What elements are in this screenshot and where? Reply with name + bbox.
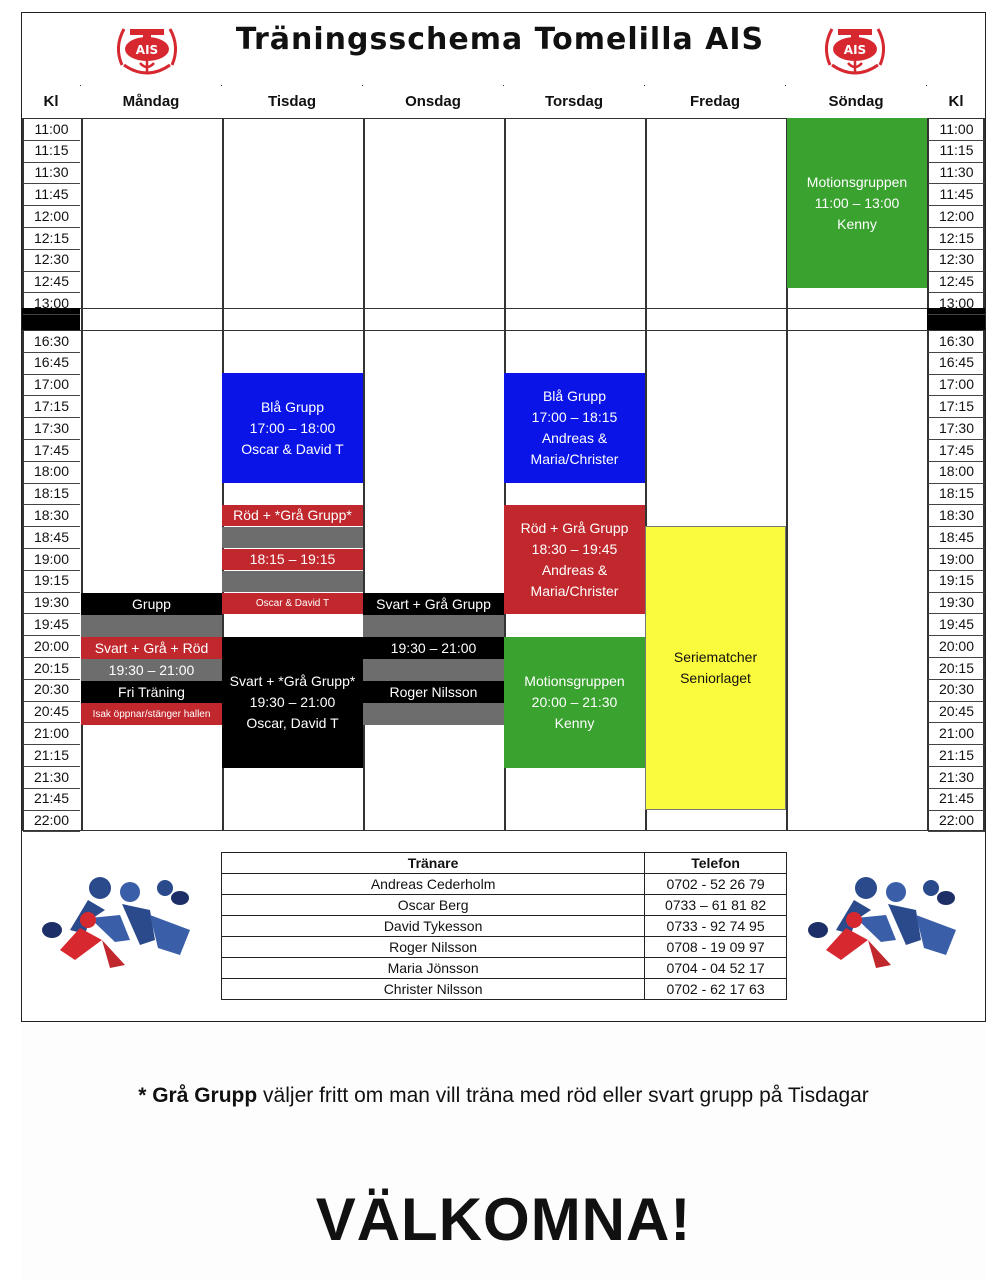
coach-name: Oscar Berg (222, 895, 645, 916)
table-row (222, 874, 787, 895)
time-label-right: 19:45 (938, 615, 975, 632)
time-row-line (928, 314, 985, 315)
time-label-left: 12:45 (33, 273, 70, 290)
note-bold: * Grå Grupp (138, 1084, 258, 1107)
welcome-heading: VÄLKOMNA! (315, 1186, 692, 1253)
block-monday-svart-gra-rod: Svart + Grå + Röd (81, 637, 222, 659)
time-label-left: 17:15 (33, 397, 70, 414)
block-tuesday-gray-spacer (222, 527, 363, 548)
block-wednesday-roger: Roger Nilsson (363, 681, 504, 703)
block-line: Blå Grupp (542, 388, 607, 404)
block-friday-seriematcher (645, 526, 786, 810)
time-label-right: 21:15 (938, 746, 975, 763)
time-label-left: 12:00 (33, 207, 70, 224)
time-label-right: 12:15 (938, 229, 975, 246)
block-line: Svart + *Grå Grupp* (229, 673, 356, 689)
table-tennis-players-image-left (30, 870, 200, 970)
block-tuesday-svart-gra (222, 637, 363, 768)
coach-name: Roger Nilsson (222, 937, 645, 958)
time-label-left: 11:45 (34, 185, 69, 202)
header-torsdag: Torsdag (504, 85, 644, 118)
time-label-left: 17:00 (33, 376, 70, 393)
coaches-header-phone: Telefon (645, 853, 787, 874)
time-label-right: 16:30 (938, 332, 975, 349)
time-label-right: 18:00 (938, 463, 975, 480)
time-label-left: 20:30 (33, 681, 70, 698)
time-label-right: 11:45 (939, 185, 974, 202)
block-wednesday-gray-spacer (363, 703, 504, 725)
coach-name: David Tykesson (222, 916, 645, 937)
time-label-left: 12:30 (33, 251, 70, 268)
time-label-right: 11:15 (939, 142, 974, 159)
block-line: 17:00 – 18:00 (249, 419, 336, 436)
table-tennis-players-image-right (796, 870, 966, 970)
time-label-right: 22:00 (938, 812, 975, 829)
block-line: Oscar, David T (246, 715, 339, 731)
time-label-left: 17:45 (33, 441, 70, 458)
block-line: 18:30 – 19:45 (531, 540, 618, 557)
time-label-left: 18:00 (33, 463, 70, 480)
time-label-left: 20:45 (33, 703, 70, 720)
header-kl-left: Kl (22, 85, 80, 118)
grid-line (22, 830, 985, 831)
header-mandag: Måndag (81, 85, 221, 118)
coach-phone: 0733 - 92 74 95 (645, 916, 787, 937)
time-label-right: 19:30 (938, 594, 975, 611)
time-label-right: 20:45 (938, 703, 975, 720)
note-text (0, 1084, 1007, 1108)
block-line: Blå Grupp (260, 398, 325, 415)
ais-logo-right (818, 15, 892, 83)
time-label-left: 20:00 (33, 637, 70, 654)
time-label-left: 21:00 (33, 724, 70, 741)
time-label-left: 20:15 (33, 659, 70, 676)
header-sondag: Söndag (786, 85, 926, 118)
time-label-right: 19:00 (938, 550, 975, 567)
time-label-left: 21:15 (33, 746, 70, 763)
time-label-left: 19:00 (33, 550, 70, 567)
time-label-right: 17:15 (938, 397, 975, 414)
coaches-table (221, 852, 787, 1000)
time-label-right: 12:30 (938, 251, 975, 268)
time-label-right: 17:00 (938, 376, 975, 393)
time-row-line (23, 314, 80, 315)
svg-text:AIS: AIS (843, 43, 867, 57)
block-monday-time: 19:30 – 21:00 (81, 659, 222, 681)
time-label-right: 20:15 (938, 659, 975, 676)
coach-name: Maria Jönsson (222, 958, 645, 979)
block-sunday-motionsgruppen (787, 118, 927, 288)
time-label-right: 11:30 (939, 164, 974, 181)
time-label-right: 12:00 (938, 207, 975, 224)
coach-phone: 0702 - 52 26 79 (645, 874, 787, 895)
block-monday-gray-spacer (81, 615, 222, 637)
time-label-right: 18:30 (938, 506, 975, 523)
block-line: 17:00 – 18:15 (531, 409, 618, 425)
time-label-left: 18:45 (33, 528, 70, 545)
time-label-left: 21:30 (33, 768, 70, 785)
time-label-left: 22:00 (33, 812, 70, 829)
time-label-right: 18:45 (938, 528, 975, 545)
block-line: Kenny (837, 215, 877, 232)
block-wednesday-gray-spacer (363, 659, 504, 681)
time-label-right: 21:00 (938, 724, 975, 741)
time-label-right: 19:15 (938, 572, 975, 589)
block-line: Kenny (554, 715, 595, 731)
block-tuesday-coaches: Oscar & David T (222, 593, 363, 614)
time-label-left: 18:15 (33, 485, 70, 502)
table-row (222, 937, 787, 958)
time-label-left: 11:30 (34, 164, 69, 181)
time-label-left: 21:45 (33, 790, 70, 807)
block-line: 19:30 – 21:00 (249, 694, 336, 710)
block-thursday-rod-gra-grupp (504, 505, 645, 614)
block-line: Maria/Christer (530, 582, 619, 599)
block-line: Andreas & (541, 561, 608, 578)
table-row (222, 916, 787, 937)
block-line: 11:00 – 13:00 (814, 194, 900, 211)
block-wednesday-time: 19:30 – 21:00 (363, 637, 504, 659)
block-line: Motionsgruppen (524, 673, 625, 689)
header-kl-right: Kl (927, 85, 985, 118)
coach-phone: 0704 - 04 52 17 (645, 958, 787, 979)
time-label-right: 13:00 (938, 294, 975, 311)
time-label-left: 12:15 (33, 229, 70, 246)
time-label-right: 20:30 (938, 681, 975, 698)
coach-phone: 0702 - 62 17 63 (645, 979, 787, 1000)
time-label-right: 12:45 (938, 273, 975, 290)
block-monday-isak: Isak öppnar/stänger hallen (81, 703, 222, 725)
coach-name: Christer Nilsson (222, 979, 645, 1000)
block-wednesday-svart-gra: Svart + Grå Grupp (363, 593, 504, 615)
schedule-grid (22, 85, 985, 831)
time-label-left: 13:00 (33, 294, 70, 311)
table-row (222, 979, 787, 1000)
time-label-right: 21:45 (938, 790, 975, 807)
time-label-right: 16:45 (938, 354, 975, 371)
time-label-left: 11:15 (34, 142, 69, 159)
block-line: Seriematcher (673, 649, 758, 665)
time-label-left: 16:30 (33, 332, 70, 349)
block-tuesday-time: 18:15 – 19:15 (222, 549, 363, 570)
block-monday-fri-traning: Fri Träning (81, 681, 222, 703)
block-line: 20:00 – 21:30 (531, 694, 618, 710)
block-thursday-motionsgruppen (504, 637, 645, 768)
header-onsdag: Onsdag (363, 85, 503, 118)
header-fredag: Fredag (645, 85, 785, 118)
note-rest: väljer fritt om man vill träna med röd eller svart grupp på Tisdagar (257, 1084, 869, 1107)
time-row-line (23, 831, 80, 832)
coach-name: Andreas Cederholm (222, 874, 645, 895)
time-row-line (928, 831, 985, 832)
block-tuesday-rod-gra: Röd + *Grå Grupp* (222, 505, 363, 526)
time-label-right: 21:30 (938, 768, 975, 785)
coach-phone: 0708 - 19 09 97 (645, 937, 787, 958)
block-tuesday-bla-grupp (222, 373, 363, 483)
block-line: Maria/Christer (530, 451, 619, 467)
time-label-right: 11:00 (939, 120, 974, 137)
block-monday-grupp: Grupp (81, 593, 222, 615)
time-label-right: 18:15 (938, 485, 975, 502)
time-label-right: 20:00 (938, 637, 975, 654)
time-label-left: 17:30 (33, 419, 70, 436)
time-label-right: 17:45 (938, 441, 975, 458)
block-line: Andreas & (541, 430, 608, 446)
ais-logo-left (110, 15, 184, 83)
block-line: Oscar & David T (241, 440, 344, 457)
svg-text:AIS: AIS (135, 43, 159, 57)
coaches-header-row (222, 853, 787, 874)
time-label-left: 19:30 (33, 594, 70, 611)
table-row (222, 895, 787, 916)
coaches-header-name: Tränare (222, 853, 645, 874)
block-thursday-bla-grupp (504, 373, 645, 483)
grid-line (22, 330, 985, 331)
header-tisdag: Tisdag (222, 85, 362, 118)
coach-phone: 0733 – 61 81 82 (645, 895, 787, 916)
time-label-left: 11:00 (34, 120, 69, 137)
time-label-left: 19:15 (33, 572, 70, 589)
grid-line (22, 308, 985, 309)
block-line: Seniorlaget (680, 670, 751, 686)
time-label-right: 17:30 (938, 419, 975, 436)
time-label-left: 16:45 (33, 354, 70, 371)
block-line: Motionsgruppen (806, 173, 908, 190)
table-row (222, 958, 787, 979)
block-tuesday-gray-spacer (222, 571, 363, 592)
page-title: Träningsschema Tomelilla AIS (235, 22, 765, 57)
time-label-left: 19:45 (33, 615, 70, 632)
block-line: Röd + Grå Grupp (520, 519, 629, 536)
block-wednesday-gray-spacer (363, 615, 504, 637)
time-label-left: 18:30 (33, 506, 70, 523)
